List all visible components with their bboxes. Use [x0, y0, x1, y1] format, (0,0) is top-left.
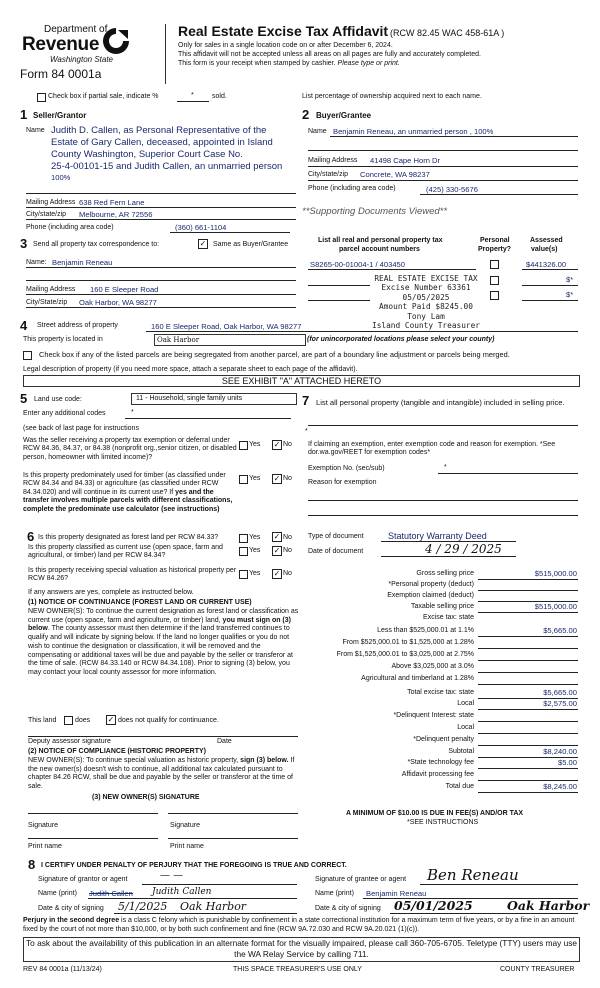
tax-row-label: Gross selling price [416, 570, 474, 577]
tax-row-rule [478, 684, 578, 685]
exemption-no-rule [438, 473, 578, 474]
deputy-sig-label: Deputy assessor signature [28, 738, 111, 745]
seller-name-line-3[interactable]: County Washington, Superior Court Case No. [51, 149, 243, 160]
buyer-name-value[interactable]: Benjamin Reneau, an unmarried person , 100% [333, 127, 494, 136]
seller-section-title: Seller/Grantor [33, 111, 87, 120]
rev-number: REV 84 0001a (11/13/24) [23, 966, 102, 973]
supporting-documents-note: **Supporting Documents Viewed** [302, 206, 448, 217]
buyer-phone-label: Phone (including area code) [308, 185, 396, 192]
grantor-name-rule [88, 898, 297, 899]
located-in-note: (for unincorporated locations please select your county) [307, 336, 495, 343]
located-in-select[interactable] [154, 334, 306, 346]
exemption-question: Was the seller receiving a property tax exemption or deferral under RCW 84.36, 84.37, or 84.38 (nonprofit org.,senior citizen, or disabled person, homeowner with limited income)? [23, 437, 237, 461]
parcel-rule-3 [308, 300, 370, 301]
corr-city-label: City/State/zip [26, 299, 68, 306]
doc-type-label: Type of document [308, 533, 364, 540]
timber-question [23, 472, 237, 514]
doc-type-value[interactable]: Statutory Warranty Deed [388, 531, 487, 541]
dor-logo-line2: Revenue [22, 34, 100, 55]
land-does-label: does [75, 717, 91, 724]
seller-name-rule [26, 193, 296, 194]
seller-name-line-1[interactable]: Judith D. Callen, as Personal Representative of the [51, 125, 267, 136]
forest-q3: Is this property receiving special valuation as historical property per RCW 84.26? [28, 567, 237, 583]
personal-section-number: 7 [302, 393, 310, 408]
tax-row-label: Less than $525,000.01 at 1.1% [377, 627, 474, 634]
dor-logo-icon [101, 26, 131, 56]
assessed-header-1: Assessed [530, 237, 563, 244]
treasurer-stamp [370, 274, 482, 330]
property-address-label: Street address of property [37, 322, 118, 329]
certify-text: I CERTIFY UNDER PENALTY OF PERJURY THAT THE FOREGOING IS TRUE AND CORRECT. [41, 862, 347, 869]
tax-row-label: Taxable selling price [410, 603, 474, 610]
assessed-value-2[interactable]: $* [566, 275, 574, 284]
tax-row-value[interactable]: $5,665.00 [543, 626, 577, 635]
notice-continuance-pre: NEW OWNER(S): To continue the current designation as forest land or classification as current use (open space, farm and agriculture, or timber) land, [28, 608, 299, 624]
form-number: Form 84 0001a [20, 67, 102, 81]
parcel-number-1[interactable]: S8265-00-01004-1 / 403450 [310, 260, 405, 269]
stamp-line-4: Amount Paid $8245.00 [379, 302, 473, 312]
partial-pct-value[interactable]: * [191, 92, 194, 99]
buyer-section-number: 2 [302, 107, 310, 122]
tax-row-rule [478, 579, 578, 580]
buyer-mail-label: Mailing Address [308, 157, 358, 164]
notice-continuance-bold: you must sign on (3) below [28, 616, 291, 633]
grantee-name-print[interactable]: Benjamin Reneau [366, 889, 427, 898]
seller-phone-label: Phone (including area code) [26, 224, 114, 231]
grantee-sig-label: Signature of grantee or agent [315, 876, 407, 883]
tax-row-label: Exemption claimed (deduct) [387, 592, 474, 599]
assessed-rule-1 [522, 269, 578, 270]
partial-pct-line [177, 101, 209, 102]
tax-row-rule [478, 768, 578, 769]
exemption-reason-rule-1 [308, 500, 578, 501]
tax-row-label: Local [457, 724, 474, 731]
tax-row-label: *Personal property (deduct) [388, 581, 474, 588]
property-address-value[interactable]: 160 E Sleeper Road, Oak Harbor, WA 98277 [151, 322, 302, 331]
land-does-checkbox[interactable] [64, 716, 73, 725]
perjury-bold: Perjury in the second degree [23, 917, 120, 924]
owner-sig-rule-2 [168, 813, 298, 814]
personal-header-2: Property? [478, 246, 512, 253]
owner-sig-rule-1 [28, 813, 158, 814]
perjury-notice [23, 917, 583, 934]
q2-no-checkbox[interactable]: ✓ [273, 474, 281, 483]
tax-row-label: From $1,525,000.01 to $3,025,000 at 2.75% [336, 651, 474, 658]
assessed-value-1[interactable]: $441326.00 [526, 260, 567, 269]
landuse-value: 11 - Household, single family units [136, 395, 243, 402]
seller-phone-value[interactable]: (360) 661-1104 [175, 223, 227, 232]
timber-question-bold: yes and the transfer involves multiple parcels with different classifications, complete the predominate use calculator (see instructions) [23, 488, 233, 513]
tax-row-rule [478, 780, 578, 781]
forest-no-3: No [283, 570, 292, 577]
buyer-city-rule [308, 180, 578, 181]
notice-compliance-bold: sign (3) below. [240, 757, 289, 764]
grantee-date-label: Date & city of signing [315, 905, 381, 912]
tax-row-label: Total excise tax: state [407, 689, 474, 696]
corr-section-label: Send all property tax correspondence to: [33, 241, 160, 248]
owner-print-label-2: Print name [170, 843, 204, 850]
header-note-3-italic: Please type or print. [337, 60, 400, 67]
list-percentage-note: List percentage of ownership acquired next to each name. [302, 93, 482, 100]
additional-codes-label: Enter any additional codes [23, 410, 106, 417]
grantor-signature[interactable]: — — [160, 870, 184, 881]
grantee-city[interactable]: Oak Harbor [507, 898, 590, 913]
q1-yes-checkbox[interactable] [239, 441, 248, 450]
seller-section-number: 1 [20, 107, 28, 122]
stamp-line-5: Tony Lam [407, 311, 445, 321]
land-does-not-checkbox[interactable]: ✓ [107, 715, 115, 724]
notice-compliance-post: If the new owner(s) doesn't wish to continue, all additional tax calculated pursuant to chapter 84.26 RCW, shall be due and payable by the seller or transferor at the time of sale. [28, 757, 295, 791]
seller-city-label: City/state/zip [26, 211, 67, 218]
landuse-section-number: 5 [20, 391, 28, 406]
q2-yes-checkbox[interactable] [239, 475, 248, 484]
stamp-line-2: Excise Number 63361 [381, 283, 471, 293]
grantee-date-rule [390, 913, 578, 914]
buyer-city-value[interactable]: Concrete, WA 98237 [360, 170, 430, 179]
exemption-no-label: Exemption No. (sec/sub) [308, 465, 385, 472]
perjury-text: is a class C felony which is punishable by confinement in a state correctional institution for a maximum term of five years, or by a fine in an amount fixed by the court of not more than $10,000, or by both such confinement and fine (RCW 9A.72.030 and RCW 9A.20.021 (1)(c)). [23, 917, 575, 933]
grantor-sig-label: Signature of grantor or agent [38, 876, 128, 883]
notice-compliance-title: (2) NOTICE OF COMPLIANCE (HISTORIC PROPERTY) [28, 748, 206, 755]
accessibility-text: To ask about the availability of this publication in an alternate format for the visually impaired, please call 360-705-6705. Teletype (TTY) users may use the WA Relay Service by calling 711. [26, 938, 577, 959]
county-treasurer: COUNTY TREASURER [500, 966, 575, 973]
deputy-sig-rule [28, 736, 298, 737]
tax-row-rule [478, 636, 578, 637]
forest-q1: Is this property designated as forest land per RCW 84.33? [38, 534, 219, 541]
header-note-2: This affidavit will not be accepted unless all areas on all pages are fully and accurately completed. [178, 51, 481, 58]
seller-city-value[interactable]: Melbourne, AR 72556 [79, 210, 153, 219]
q1-yes-label: Yes [249, 441, 261, 448]
dor-logo-line1: Department of [44, 24, 108, 35]
doc-date-label: Date of document [308, 548, 364, 555]
grantee-date[interactable]: 05/01/2025 [394, 898, 473, 913]
form-title [178, 23, 504, 40]
personal-property-value[interactable]: * [305, 428, 308, 435]
accessibility-box [23, 937, 580, 962]
assessed-header-2: value(s) [531, 246, 558, 253]
forest-no-2: No [283, 547, 292, 554]
exemption-instructions: If claiming an exemption, enter exemption code and reason for exemption. *See dor.wa.gov/REET for exemption codes* [308, 441, 556, 457]
landuse-select[interactable] [131, 393, 297, 405]
tax-row-label: Agricultural and timberland at 1.28% [361, 675, 474, 682]
see-instructions-note: (see back of last page for instructions [23, 425, 139, 432]
assessed-value-3[interactable]: $* [566, 290, 574, 299]
parcel-rule-1 [308, 269, 476, 270]
owner-sig-label-2: Signature [170, 822, 200, 829]
notice-continuance-title: (1) NOTICE OF CONTINUANCE (FOREST LAND OR CURRENT USE) [28, 599, 252, 606]
tax-row-rule [478, 672, 578, 673]
doc-date-value[interactable]: 4 / 29 / 2025 [425, 542, 502, 556]
corr-mail-label: Mailing Address [26, 286, 76, 293]
corr-name-label: Name: [26, 259, 47, 266]
forest-yes-3: Yes [249, 570, 261, 577]
located-in-label: This property is located in [23, 336, 103, 343]
personal-property-rule [308, 425, 578, 426]
corr-name-rule-2 [26, 280, 296, 281]
buyer-name-label: Name [308, 128, 327, 135]
seller-mail-label: Mailing Address [26, 199, 76, 206]
legal-description-box[interactable] [23, 375, 580, 387]
land-does-not-label: does not qualify for continuance. [118, 717, 219, 724]
tax-row-label: Subtotal [448, 748, 474, 755]
buyer-name-rule [330, 136, 578, 137]
personal-checkbox-3[interactable] [490, 291, 499, 300]
assessed-rule-2 [522, 285, 578, 286]
tax-row-rule [478, 590, 578, 591]
grantee-name-label: Name (print) [315, 890, 354, 897]
tax-row-rule [478, 792, 578, 793]
grantor-date[interactable]: 5/1/2025 [118, 900, 168, 913]
owner-print-rule-1 [28, 838, 158, 839]
tax-row-rule [478, 612, 578, 613]
tax-row-rule [478, 721, 578, 722]
corr-name-value[interactable]: Benjamin Reneau [52, 258, 113, 267]
tax-row-value[interactable]: $8,240.00 [543, 747, 577, 756]
stamp-line-3: 05/05/2025 [402, 292, 450, 302]
timber-question-text: Is this property predominately used for timber (as classified under RCW 84.34 and 84.33) or agriculture (as classified under RCW 84.34.020) and will continue in its current use? If [23, 472, 226, 496]
corr-city-value[interactable]: Oak Harbor, WA 98277 [79, 298, 157, 307]
personal-checkbox-2[interactable] [490, 276, 499, 285]
grantee-signature[interactable]: Ben Reneau [427, 866, 519, 884]
corr-section-number: 3 [20, 236, 28, 251]
see-instructions: *SEE INSTRUCTIONS [407, 819, 479, 826]
parcel-header-2: parcel account numbers [339, 246, 420, 253]
forest-q3-yes[interactable] [239, 570, 248, 579]
form-title-ref: (RCW 82.45 WAC 458-61A ) [390, 28, 505, 38]
segregated-checkbox[interactable] [23, 351, 32, 360]
seller-phone-rule [170, 232, 290, 233]
tax-row-value[interactable]: $2,575.00 [543, 699, 577, 708]
doc-date-rule [381, 556, 516, 557]
tax-row-value[interactable]: $515,000.00 [534, 569, 577, 578]
forest-q1-no[interactable]: ✓ [273, 532, 281, 541]
landuse-label: Land use code: [34, 396, 82, 403]
seller-mail-value[interactable]: 638 Red Fern Lane [79, 198, 145, 207]
notice-continuance-post: . The county assessor must then determine if the land transferred continues to qualify and will indicate by signing below. If the land no longer qualifies or you do not wish to continue the designation or classification, it will be removed and the compensating or additional taxes will be due and payable by the seller or transferor at the time of sale. (RCW 84.33.140 or RCW 84.34.108). Prior to signing (3) below, you may contact your local county assessor for more information. [28, 625, 293, 676]
property-address-rule [146, 331, 578, 332]
buyer-phone-rule [420, 194, 578, 195]
seller-name-pct[interactable]: 100% [51, 173, 71, 182]
buyer-city-label: City/state/zip [308, 171, 349, 178]
tax-row-rule [478, 733, 578, 734]
grantor-name-handwritten[interactable]: Judith Callen [152, 887, 212, 897]
seller-name-label: Name [26, 127, 45, 134]
tax-row-label: *State technology fee [407, 759, 474, 766]
personal-property-text: List all personal property (tangible and intangible) included in selling price. [316, 398, 565, 407]
notice-compliance-pre: NEW OWNER(S): To continue special valuation as historic property, [28, 757, 239, 764]
grantor-city[interactable]: Oak Harbor [180, 900, 247, 913]
stamp-line-1: REAL ESTATE EXCISE TAX [374, 274, 478, 283]
parcel-rule-2 [308, 285, 370, 286]
tax-row-label: Total due [445, 783, 474, 790]
additional-codes-rule [125, 418, 291, 419]
grantor-date-rule [114, 913, 297, 914]
q2-no-label: No [283, 475, 292, 482]
header-note-3 [178, 60, 400, 68]
grantee-sig-rule [420, 884, 578, 885]
header-note-3-text: This form is your receipt when stamped by cashier. [178, 60, 336, 67]
buyer-name-rule-2 [308, 150, 578, 151]
forest-q1-yes[interactable] [239, 534, 248, 543]
assessed-rule-3 [522, 300, 578, 301]
located-in-value: Oak Harbor [157, 336, 200, 344]
partial-sale-checkbox[interactable] [37, 93, 46, 102]
tax-row-label: *Delinquent penalty [413, 736, 474, 743]
tax-row-rule [478, 709, 578, 710]
forest-q2-no[interactable]: ✓ [273, 546, 281, 555]
notice-compliance-text [28, 757, 300, 792]
legal-description-value: SEE EXHIBIT "A" ATTACHED HERETO [221, 376, 382, 386]
exemption-reason-label: Reason for exemption [308, 479, 377, 486]
tax-row-label: Affidavit processing fee [401, 771, 474, 778]
tax-row-label: From $525,000.01 to $1,525,000 at 1.28% [342, 639, 474, 646]
tax-row-label: Excise tax: state [423, 614, 474, 621]
certify-section-number: 8 [28, 857, 36, 872]
owner-print-label-1: Print name [28, 843, 62, 850]
buyer-mail-rule [308, 166, 578, 167]
buyer-section-title: Buyer/Grantee [316, 111, 372, 120]
grantor-name-label: Name (print) [38, 890, 77, 897]
form-title-text: Real Estate Excise Tax Affidavit [178, 23, 389, 39]
tax-row-value[interactable]: $5.00 [557, 758, 577, 767]
tax-row-label: *Delinquent Interest: state [393, 712, 474, 719]
forest-yes-1: Yes [249, 534, 261, 541]
partial-sale-label: Check box if partial sale, indicate % [48, 93, 159, 100]
corr-name-rule [26, 267, 296, 268]
forest-q2-yes[interactable] [239, 547, 248, 556]
exemption-reason-rule-2 [308, 515, 578, 516]
tax-row-value[interactable]: $8,245.00 [543, 782, 577, 791]
grantor-date-label: Date & city of signing [38, 905, 104, 912]
forest-q3-no[interactable]: ✓ [273, 569, 281, 578]
minimum-fee-note: A MINIMUM OF $10.00 IS DUE IN FEE(S) AND/OR TAX [346, 810, 524, 817]
q2-yes-label: Yes [249, 475, 261, 482]
tax-row-value[interactable]: $5,665.00 [543, 688, 577, 697]
tax-row-rule [478, 745, 578, 746]
buyer-mail-value[interactable]: 41498 Cape Horn Dr [370, 156, 441, 165]
exemption-no-value[interactable]: * [444, 464, 447, 471]
same-as-buyer-checkbox[interactable]: ✓ [199, 239, 207, 248]
forest-if-yes: If any answers are yes, complete as instructed below. [28, 589, 194, 596]
forest-no-1: No [283, 534, 292, 541]
corr-city-rule [26, 307, 296, 308]
header-note-1: Only for sales in a single location code on or after December 6, 2024. [178, 42, 393, 49]
additional-codes-value[interactable]: * [131, 409, 134, 416]
personal-header-1: Personal [480, 237, 510, 244]
property-section-number: 4 [20, 318, 28, 333]
header-divider [165, 24, 166, 84]
corr-mail-value[interactable]: 160 E Sleeper Road [90, 285, 159, 294]
seller-mail-rule [26, 207, 296, 208]
seller-name-line-4[interactable]: 25-4-00101-15 and Judith Callen, an unmarried person [51, 161, 283, 172]
owner-print-rule-2 [168, 838, 298, 839]
tax-row-rule [478, 648, 578, 649]
personal-checkbox-1[interactable] [490, 260, 499, 269]
tax-row-label: Local [457, 700, 474, 707]
legal-description-label: Legal description of property (if you need more space, attach a separate sheet to each page of the affidavit). [23, 366, 358, 373]
q1-no-checkbox[interactable]: ✓ [273, 440, 281, 449]
grantor-sig-rule [142, 884, 297, 885]
stamp-line-6: Island County Treasurer [372, 321, 480, 331]
tax-row-value[interactable]: $515,000.00 [534, 602, 577, 611]
partial-sold-label: sold. [212, 93, 227, 100]
dor-logo-line3: Washington State [50, 55, 114, 64]
same-as-buyer-label: Same as Buyer/Grantee [213, 241, 289, 248]
owner-sig-label-1: Signature [28, 822, 58, 829]
grantor-name-print[interactable]: Judith Callen [89, 889, 133, 898]
new-owner-sig-title: (3) NEW OWNER(S) SIGNATURE [92, 794, 200, 801]
treasurer-use-only: THIS SPACE TREASURER'S USE ONLY [233, 966, 362, 973]
seller-name-line-2[interactable]: Estate of Gary Callen, deceased, appointed in Island [51, 137, 273, 148]
forest-section-number: 6 [27, 529, 35, 544]
corr-mail-rule [26, 294, 296, 295]
parcel-header-1: List all real and personal property tax [318, 237, 443, 244]
tax-row-label: Above $3,025,000 at 3.0% [391, 663, 474, 670]
buyer-phone-value[interactable]: (425) 330-5676 [426, 185, 478, 194]
q1-no-label: No [283, 441, 292, 448]
tax-row-rule [478, 660, 578, 661]
seller-city-rule [26, 219, 296, 220]
segregated-label: Check box if any of the listed parcels are being segregated from another parcel, are part of a boundary line adjustment or parcels being merged. [39, 350, 510, 359]
deputy-date-label: Date [217, 738, 232, 745]
notice-continuance-text [28, 608, 300, 678]
forest-yes-2: Yes [249, 547, 261, 554]
this-land-label: This land [28, 717, 57, 724]
forest-q2: Is this property classified as current use (open space, farm and agricultural, or timber) land per RCW 84.34? [28, 544, 223, 560]
